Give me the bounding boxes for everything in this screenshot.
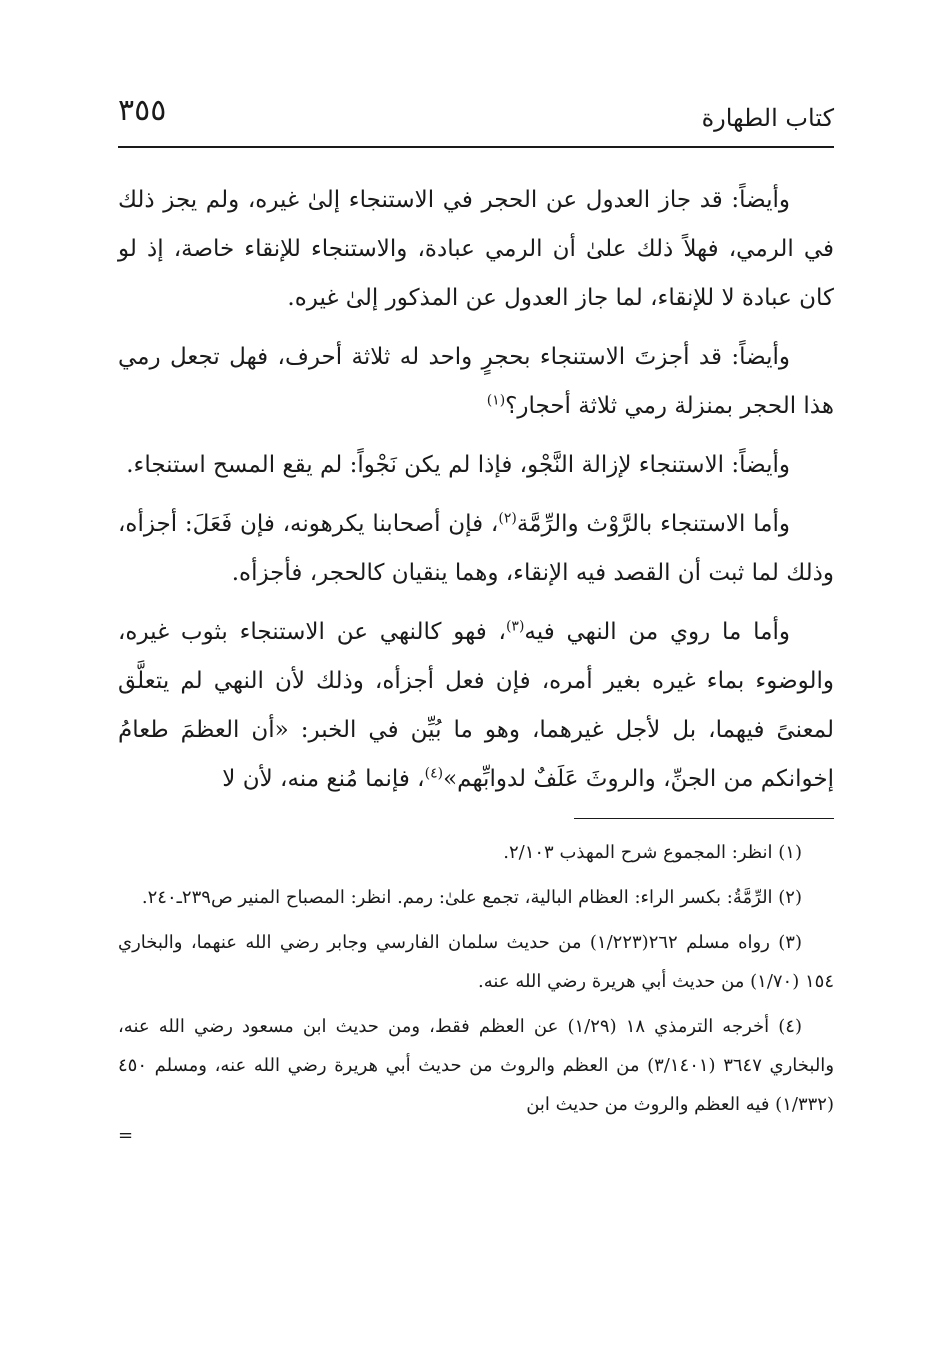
footnote-3: (٣) رواه مسلم ٢٦٢(١/٢٢٣) من حديث سلمان الفارسي وجابر رضي الله عنهما، والبخاري ١٥٤ (١/٧٠) من حديث أبي هريرة رضي الله عنه. (118, 932, 834, 992)
paragraph-text: وأما ما روي من النهي فيه (524, 619, 790, 645)
footnote-ref-3: (٣) (505, 618, 525, 635)
footnote-ref-1: (١) (486, 392, 506, 409)
header-rule (118, 146, 834, 148)
footnote-4: (٤) أخرجه الترمذي ١٨ (١/٢٩) عن العظم فقط، ومن حديث ابن مسعود رضي الله عنه، والبخاري ٣٦٤٧ (٣/١٤٠١) من العظم والروث من حديث أبي هريرة رضي الله عنه، ومسلم ٤٥٠ (١/٣٣٢) فيه العظم والروث من حديث ابن (118, 1016, 835, 1115)
paragraph-text: وأيضاً: قد أجزتَ الاستنجاء بحجرٍ واحد له ثلاثة أحرف، فهل تجعل رمي هذا الحجر بمنزلة رمي ثلاثة أحجار؟ (118, 344, 834, 419)
main-text (118, 176, 834, 804)
paragraph-text: ، فهو كالنهي عن الاستنجاء بثوب غيره، والوضوء بماء غيره بغير أمره، فإن فعل أجزأه، وذلك لأن النهي لم يتعلَّق لمعنىً فيهما، بل لأجل غيرهما، وهو ما بُيِّن في الخبر: «أن العظمَ طعامُ إخوانكم من الجنِّ، والروثَ عَلَفٌ لدوابِّهم» (118, 619, 834, 792)
paragraph-2 (118, 333, 834, 431)
footnote-ref-2: (٢) (498, 510, 517, 527)
paragraph-text: وأيضاً: الاستنجاء لإزالة النَّجْو، فإذا لم يكن نَجْواً: لم يقع المسح استنجاء. (126, 452, 790, 478)
paragraph-4 (118, 500, 834, 598)
book-page (118, 88, 834, 1288)
footnotes (118, 833, 834, 1146)
paragraph-text: ، فإنما مُنع منه، لأن لا (222, 766, 425, 792)
footnote-ref-4: (٤) (424, 765, 444, 782)
continuation-mark: = (118, 1125, 134, 1146)
paragraph-3 (118, 441, 834, 490)
footnote-1: (١) انظر: المجموع شرح المهذب ٢/١٠٣. (503, 842, 802, 863)
paragraph-1 (118, 176, 834, 323)
paragraph-5 (118, 608, 834, 804)
paragraph-text: وأما الاستنجاء بالرَّوْث والرِّمَّة (516, 511, 790, 537)
paragraph-text: ، فإن أصحابنا يكرهونه، فإن فَعَلَ: أجزأه، وذلك لما ثبت أن القصد فيه الإنقاء، وهما ينقيان كالحجر، فأجزأه. (118, 511, 834, 586)
footnote-separator (574, 818, 834, 819)
running-header (118, 88, 834, 148)
page-number: ٣٥٥ (118, 93, 167, 128)
paragraph-text: وأيضاً: قد جاز العدول عن الحجر في الاستنجاء إلىٰ غيره، ولم يجز ذلك في الرمي، فهلاً ذلك علىٰ أن الرمي عبادة، والاستنجاء للإنقاء خاصة، إذ لو كان عبادة لا للإنقاء، لما جاز العدول عن المذكور إلىٰ غيره. (118, 187, 834, 311)
book-title: كتاب الطهارة (701, 104, 834, 132)
footnote-2: (٢) الرِّمَّةُ: بكسر الراء: العظام البالية، تجمع علىٰ: رمم. انظر: المصباح المنير ص٢٣٩ـ٢٤٠. (141, 887, 802, 908)
